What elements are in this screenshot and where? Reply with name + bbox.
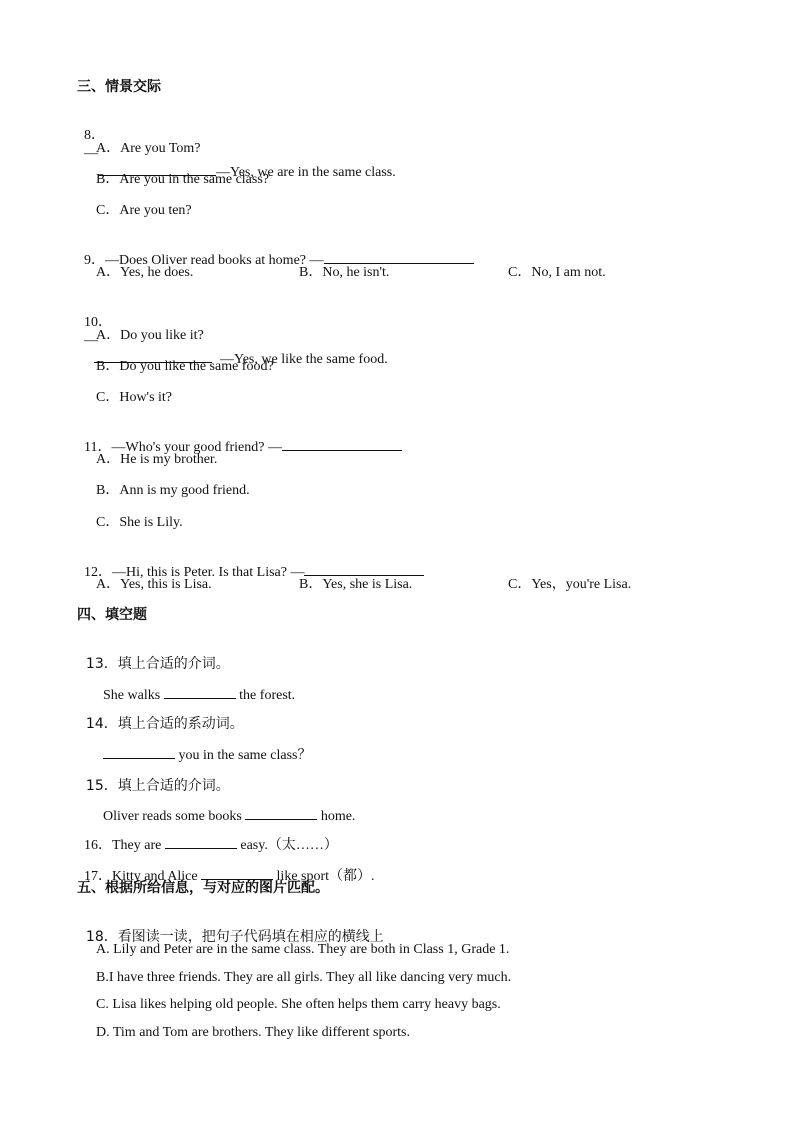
q10-response: —Yes, we like the same food. (220, 352, 388, 367)
q12-question: —Hi, this is Peter. Is that Lisa? — (112, 565, 305, 580)
q13-instruction: 填上合适的介词。 (117, 656, 230, 672)
q14-number: 14． (85, 716, 118, 732)
q10-option-a[interactable]: A．Do you like it? (96, 328, 204, 343)
section-5-title: 五、根据所给信息，与对应的图片匹配。 (77, 880, 329, 896)
q13-before: She walks (103, 688, 164, 703)
q18-sentence-b: B.I have three friends. They are all girls. They all like dancing very much. (96, 970, 512, 985)
q11-option-b[interactable]: B．Ann is my good friend. (96, 483, 250, 498)
q16-before: They are (112, 838, 165, 853)
q18-sentence-d: D. Tim and Tom are brothers. They like different sports. (96, 1025, 410, 1040)
q15-instruction: 填上合适的介词。 (117, 778, 230, 794)
q15-after: home. (317, 809, 356, 824)
q15-number: 15． (85, 778, 118, 794)
q9-number: 9． (84, 253, 105, 268)
q11-option-a[interactable]: A．He is my brother. (96, 452, 218, 467)
q13-number: 13． (85, 656, 118, 672)
q18-sentence-c: C. Lisa likes helping old people. She often helps them carry heavy bags. (96, 997, 501, 1012)
q9-option-b[interactable]: B．No, he isn't. (299, 265, 390, 280)
q12-option-c[interactable]: C．Yes，you're Lisa. (508, 577, 632, 592)
section-4-title: 四、填空题 (77, 607, 147, 623)
q8-option-c[interactable]: C．Are you ten? (96, 203, 192, 218)
q15-before: Oliver reads some books (103, 809, 246, 824)
q12-option-a[interactable]: A．Yes, this is Lisa. (96, 577, 212, 592)
section-3-title: 三、情景交际 (77, 79, 161, 95)
q9-answer-blank[interactable] (324, 251, 474, 264)
q12-option-b[interactable]: B．Yes, she is Lisa. (299, 577, 413, 592)
q8-number: 8． (84, 128, 105, 143)
q11-option-c[interactable]: C．She is Lily. (96, 515, 183, 530)
q18-sentence-a: A. Lily and Peter are in the same class. They are both in Class 1, Grade 1. (96, 942, 510, 957)
q17-before: Kitty and Alice (112, 869, 202, 884)
q18-number: 18． (85, 929, 118, 945)
q14-instruction: 填上合适的系动词。 (117, 716, 244, 732)
q13-after: the forest. (235, 688, 296, 703)
q9-option-c[interactable]: C．No, I am not. (508, 265, 606, 280)
q11-answer-blank[interactable] (282, 438, 402, 451)
q17-number: 17． (84, 869, 112, 884)
q8-response: —Yes, we are in the same class. (216, 165, 396, 180)
q16-number: 16． (84, 838, 112, 853)
q10-option-b[interactable]: B．Do you like the same food? (96, 359, 274, 374)
q16-answer-blank[interactable] (165, 836, 237, 849)
q18-instruction: 看图读一读，把句子代码填在相应的横线上 (117, 929, 384, 945)
q14-answer-blank[interactable] (103, 746, 175, 759)
q10-option-c[interactable]: C．How's it? (96, 390, 173, 405)
q16-after: easy.（太……） (236, 838, 338, 853)
q12-number: 12． (84, 565, 112, 580)
q10-prefix: — (84, 333, 98, 348)
q9-option-a[interactable]: A．Yes, he does. (96, 265, 194, 280)
q11-number: 11． (84, 440, 112, 455)
q12-answer-blank[interactable] (304, 563, 424, 576)
q8-prefix: — (84, 146, 98, 161)
q17-after: like sport（都）. (273, 869, 375, 884)
q14-after: you in the same class？ (175, 748, 312, 763)
q8-option-a[interactable]: A．Are you Tom? (96, 141, 201, 156)
q10-number: 10． (84, 315, 112, 330)
q11-question: —Who's your good friend? — (111, 440, 282, 455)
q8-option-b[interactable]: B．Are you in the same class? (96, 172, 270, 187)
q9-question: —Does Oliver read books at home? — (105, 253, 324, 268)
